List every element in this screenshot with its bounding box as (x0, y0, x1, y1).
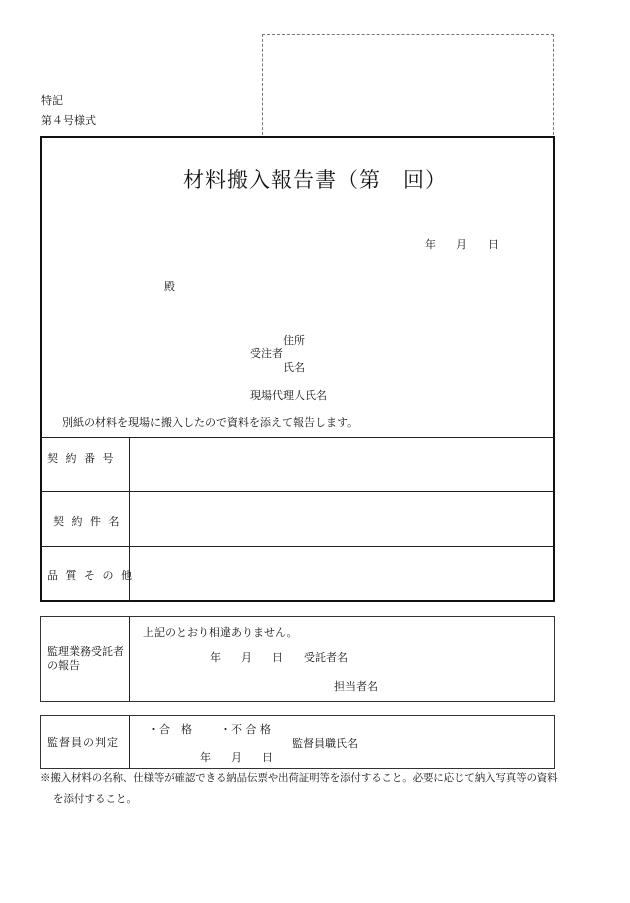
supervisor-label-line2: の報告 (47, 659, 80, 672)
supervisor-person-label: 担当者名 (334, 680, 378, 693)
date-year-label: 年 (425, 238, 436, 251)
inspector-day-label: 日 (262, 751, 273, 764)
supervisor-contractor-name-label: 受託者名 (304, 651, 348, 664)
site-agent-label: 現場代理人氏名 (250, 389, 327, 402)
contractor-label: 受注者 (250, 347, 283, 360)
date-day-label: 日 (488, 238, 499, 251)
supervisor-day-label: 日 (272, 651, 283, 664)
inspector-column-divider (129, 716, 130, 768)
footnote-line2: を添付すること。 (53, 793, 137, 805)
inspector-month-label: 月 (231, 751, 242, 764)
report-title: 材料搬入報告書（第 回） (183, 168, 447, 192)
inspector-label: 監督員の判定 (47, 736, 119, 749)
contract-number-label: 契 約 番 号 (47, 452, 116, 465)
quality-other-label: 品 質 そ の 他 (47, 569, 134, 582)
date-month-label: 月 (456, 238, 467, 251)
fail-option[interactable]: ・不 合 格 (220, 723, 271, 736)
table-row-divider (41, 546, 554, 547)
supervisor-label-line1: 監理業務受託者 (47, 645, 124, 658)
supervisor-column-divider (129, 617, 130, 701)
pass-option[interactable]: ・合 格 (148, 723, 192, 736)
contract-title-label: 契 約 件 名 (53, 515, 122, 528)
table-row-divider (41, 491, 554, 492)
name-label: 氏名 (283, 361, 305, 374)
form-number-label: 第４号様式 (41, 114, 96, 127)
address-label: 住所 (283, 334, 305, 347)
special-note-label: 特記 (41, 94, 63, 107)
table-top-divider (41, 437, 554, 438)
report-statement: 別紙の材料を現場に搬入したので資料を添えて報告します。 (62, 416, 359, 429)
supervisor-year-label: 年 (210, 651, 221, 664)
addressee-honorific: 殿 (164, 280, 175, 293)
inspector-staff-name-label: 監督員職氏名 (292, 737, 358, 750)
inspector-year-label: 年 (200, 751, 211, 764)
footnote-line1: ※搬入材料の名称、仕様等が確認できる納品伝票や出荷証明等を添付すること。必要に応じて納入写真等の資料 (40, 772, 558, 784)
supervisor-confirm-text: 上記のとおり相違ありません。 (143, 626, 298, 639)
receipt-stamp-area (262, 34, 554, 135)
supervisor-month-label: 月 (241, 651, 252, 664)
